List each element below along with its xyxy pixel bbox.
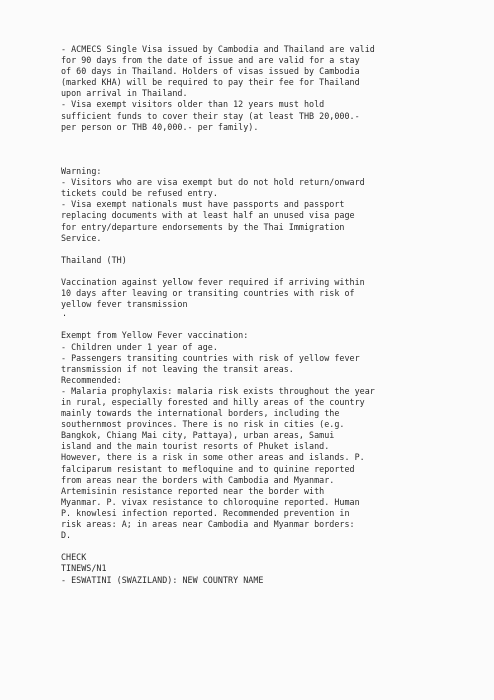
text-line: Myanmar. P. vivax resistance to chloroquine reported. Human: [61, 496, 360, 507]
text-line: - Children under 1 year of age.: [61, 341, 218, 352]
text-line: upon arrival in Thailand.: [61, 88, 188, 99]
text-line: sufficient funds to cover their stay (at least THB 20,000.-: [61, 110, 360, 121]
text-line: - Passengers transiting countries with risk of yellow fever: [61, 352, 360, 363]
text-line: of 60 days in Thailand. Holders of visas issued by Cambodia: [61, 66, 360, 77]
trailing-dot: .: [62, 308, 68, 319]
acmecs-visa-section: [61, 44, 481, 133]
recommended-section: [61, 375, 481, 541]
text-line: Service.: [61, 232, 102, 243]
warning-heading: Warning:: [61, 166, 102, 177]
text-line: island and the main tourist resorts of Phuket island.: [61, 441, 330, 452]
country-title: Thailand (TH): [61, 254, 127, 265]
exempt-section: [61, 330, 481, 374]
text-line: - Visitors who are visa exempt but do not hold return/onward: [61, 177, 365, 188]
warning-section: [61, 166, 481, 244]
document-body: [61, 44, 481, 586]
text-line: - Visa exempt visitors older than 12 years must hold: [61, 99, 325, 110]
text-line: transmission if not leaving the transit areas.: [61, 363, 294, 374]
check-label: CHECK: [61, 552, 87, 563]
yellow-fever-section: [61, 277, 481, 319]
text-line: from areas near the borders with Cambodia and Myanmar.: [61, 474, 335, 485]
text-line: D.: [61, 530, 72, 541]
text-line: falciparum resistant to mefloquine and to quinine reported: [61, 463, 355, 474]
text-line: yellow fever transmission: [61, 299, 188, 310]
text-line: Vaccination against yellow fever required if arriving within: [61, 276, 365, 287]
text-line: in rural, especially forested and hilly areas of the country: [61, 397, 365, 407]
text-line: tickets could be refused entry.: [61, 188, 218, 199]
text-line: replacing documents with at least half an unused visa page: [61, 210, 355, 221]
text-line: southernmost provinces. There is no risk in cities (e.g.: [61, 419, 345, 430]
text-line: However, there is a risk in some other areas and islands. P.: [61, 452, 365, 463]
text-line: - Visa exempt nationals must have passports and passport: [61, 199, 345, 210]
text-line: for entry/departure endorsements by the Thai Immigration: [61, 221, 345, 232]
text-line: mainly towards the international borders, including the: [61, 408, 340, 419]
news-item: - ESWATINI (SWAZILAND): NEW COUNTRY NAME: [61, 574, 264, 585]
text-line: for 90 days from the date of issue and are valid for a stay: [61, 55, 360, 66]
text-line: P. knowlesi infection reported. Recommended prevention in: [61, 507, 350, 518]
recommended-heading: Recommended:: [61, 374, 122, 385]
tinews-code: TINEWS/N1: [61, 563, 107, 574]
text-line: 10 days after leaving or transiting countries with risk of: [61, 288, 355, 299]
exempt-heading: Exempt from Yellow Fever vaccination:: [61, 330, 249, 341]
text-line: - Malaria prophylaxis: malaria risk exists throughout the year: [61, 385, 375, 396]
text-line: risk areas: A; in areas near Cambodia and Myanmar borders:: [61, 519, 355, 530]
text-line: per person or THB 40,000.- per family).: [61, 121, 259, 132]
text-line: - ACMECS Single Visa issued by Cambodia and Thailand are valid: [61, 44, 375, 54]
text-line: Artemisinin resistance reported near the border with: [61, 485, 325, 496]
text-line: Bangkok, Chiang Mai city, Pattaya), urban areas, Samui: [61, 430, 335, 441]
check-section: [61, 552, 481, 585]
text-line: (marked KHA) will be required to pay their fee for Thailand: [61, 77, 360, 88]
